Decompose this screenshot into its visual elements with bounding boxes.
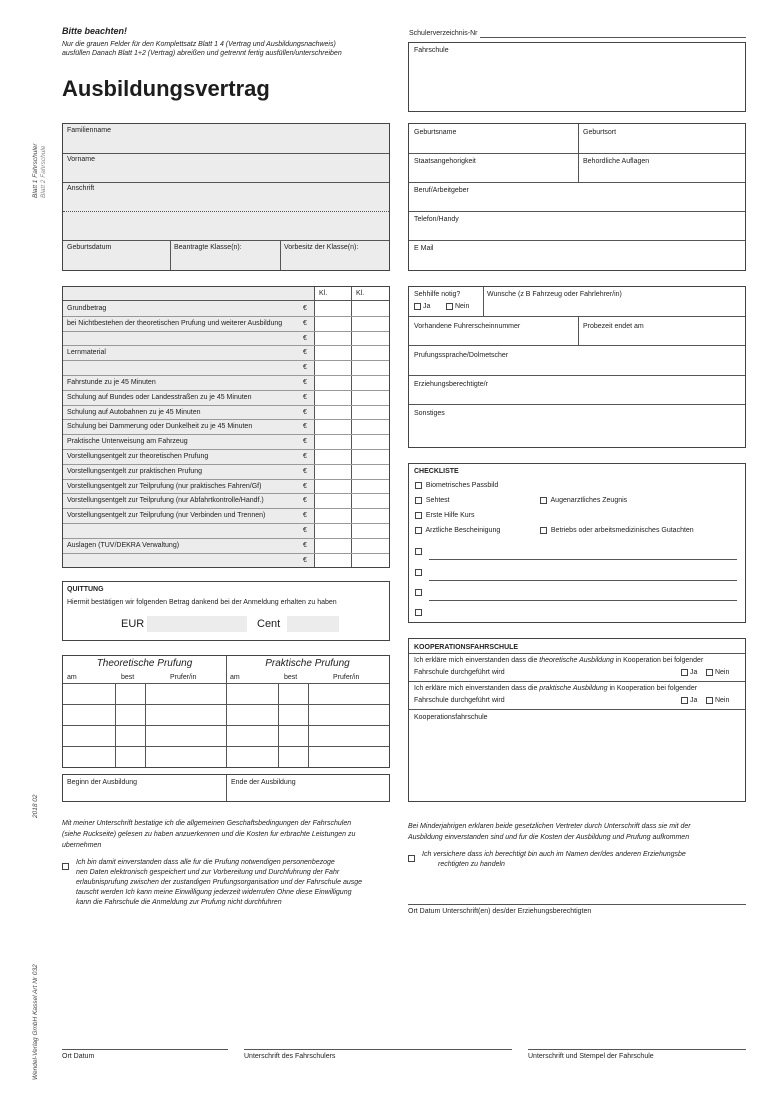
familienname-field[interactable] (63, 124, 389, 153)
fee-class2-cell[interactable] (351, 508, 389, 523)
fee-class2-cell[interactable] (351, 405, 389, 420)
fee-row (63, 419, 389, 434)
staatsangehoerigkeit-label: Staatsangehorigkeit (414, 158, 476, 165)
checklist-title: CHECKLISTE (414, 468, 459, 475)
fee-class1-cell[interactable] (314, 479, 351, 494)
euro-sign: € (303, 305, 307, 312)
checkbox-arzt[interactable] (415, 527, 422, 534)
koop-theo-nein-checkbox[interactable] (706, 669, 713, 676)
euro-sign: € (303, 438, 307, 446)
sonstiges-label: Sonstiges (414, 410, 445, 417)
school-signature-line[interactable] (528, 1049, 746, 1050)
fee-row (63, 375, 389, 390)
authority-text-1: Ich versichere dass ich berechtigt bin auch im Namen der/des anderen Erziehungsbe (422, 851, 686, 858)
fee-row (63, 508, 389, 523)
consent-line-1: Mit meiner Unterschrift bestatige ich die allgemeinen Geschaftsbedingungen der Fahrschulen (62, 820, 352, 827)
euro-sign: € (303, 467, 307, 475)
fee-row-label: Vorstellungsentgelt zur Teilprufung (nur praktisches Fahren/Gf) (67, 482, 262, 490)
fee-class2-cell[interactable] (351, 538, 389, 553)
fee-row (63, 316, 389, 331)
side-blatt1: Blatt 1 Fahrschuler (32, 143, 39, 198)
data-consent-5: kann die Fahrschule die Anmeldung zur Prufung nicht durchfuhren (76, 899, 282, 906)
fee-class1-cell[interactable] (314, 390, 351, 405)
fee-row-label: Vorstellungsentgelt zur Teilprufung (nur Verbinden und Trennen) (67, 512, 266, 520)
fee-class2-cell[interactable] (351, 464, 389, 479)
koop-prakt-ja[interactable]: Ja (681, 696, 697, 705)
fee-row (63, 464, 389, 479)
fee-row (63, 405, 389, 420)
personal-extra-box (408, 123, 746, 271)
kooperationsfahrschule-label: Kooperationsfahrschule (414, 714, 488, 721)
fee-class1-cell[interactable] (314, 375, 351, 390)
euro-sign: € (303, 379, 307, 386)
checklist-item-arzt[interactable]: Arztliche Bescheinigung (415, 526, 500, 535)
euro-sign: € (303, 556, 307, 564)
ausbildung-dates (62, 774, 390, 802)
data-consent-2: nen Daten elektronisch gespeichert und zur Vorbereitung und Durchfuhrung der Fahr (76, 869, 340, 876)
fee-class2-cell[interactable] (351, 375, 389, 390)
fee-class1-cell[interactable] (314, 538, 351, 553)
fee-row-label: Schulung auf Bundes oder Landesstraßen zu je 45 Minuten (67, 393, 252, 401)
theo-best: best (121, 674, 135, 681)
checklist-blank-1[interactable] (415, 547, 422, 556)
fee-row-label: Lernmaterial (67, 349, 106, 357)
notice-line-2: ausfüllen Danach Blatt 1+2 (Vertrag) abreißen und getrennt fertig ausfüllen/unterschreiben (62, 50, 342, 57)
checklist-item-erste-hilfe[interactable]: Erste Hilfe Kurs (415, 511, 475, 520)
fees-col1-header: Kl. (319, 290, 328, 297)
fee-class2-cell[interactable] (351, 331, 389, 346)
koop-prakt-nein-checkbox[interactable] (706, 697, 713, 704)
fee-row-label: Schulung bei Dammerung oder Dunkelheit zu je 45 Minuten (67, 423, 253, 431)
checkbox-blank-1[interactable] (415, 548, 422, 555)
beginn-label: Beginn der Ausbildung (67, 779, 138, 786)
fee-class1-cell[interactable] (314, 301, 351, 316)
sehhilfe-ja[interactable]: Ja (414, 302, 430, 311)
sehhilfe-label: Sehhilfe notig? (414, 291, 461, 298)
fee-row (63, 538, 389, 553)
checklist-item-gutachten[interactable]: Betriebs oder arbeitsmedizinisches Gutachten (540, 526, 694, 535)
euro-sign: € (303, 541, 307, 549)
fee-class2-cell[interactable] (351, 316, 389, 331)
data-consent-3: erlaubnisprufung zwischen der zustandigen Prufungsorganisation und der Fahrschule ausge (76, 879, 363, 886)
fee-class1-cell[interactable] (314, 345, 351, 360)
school-field[interactable] (408, 42, 746, 112)
theo-pruefer: Prufer/in (170, 674, 197, 681)
fee-class1-cell[interactable] (314, 434, 351, 449)
anschrift-field[interactable] (63, 182, 389, 240)
checklist-item-sehtest[interactable]: Sehtest (415, 496, 450, 505)
koop-theo-text: Ich erkläre mich einverstanden dass die theoretische Ausbildung in Kooperation bei folgender (414, 657, 704, 664)
fee-row-label: Schulung auf Autobahnen zu je 45 Minuten (67, 408, 201, 416)
checklist-blank-3[interactable] (415, 588, 422, 597)
fee-row (63, 390, 389, 405)
email-label: E Mail (414, 245, 434, 252)
sehhilfe-nein-checkbox[interactable] (446, 303, 453, 310)
fees-table (62, 286, 390, 568)
beginn-field[interactable] (63, 775, 226, 801)
familienname-label: Familienname (67, 127, 111, 134)
consent-line-3: ubernehmen (62, 842, 102, 849)
data-consent-checkbox[interactable] (62, 858, 69, 876)
fee-class1-cell[interactable] (314, 449, 351, 464)
geburtsname-label: Geburtsname (414, 129, 457, 136)
quittung-box (62, 581, 390, 641)
geburtsort-label: Geburtsort (583, 129, 617, 136)
ort-datum-label: Ort Datum (62, 1053, 95, 1060)
vorname-label: Vorname (67, 156, 96, 163)
fee-class1-cell[interactable] (314, 331, 351, 346)
consent-line-2: (siehe Ruckseite) gelesen zu haben anzuerkennen und die Kosten fur erbrachte Leistungen zu (62, 831, 356, 838)
checkbox-erste-hilfe[interactable] (415, 512, 422, 519)
fee-row-label: Praktische Unterweisung am Fahrzeug (67, 438, 188, 446)
euro-sign: € (303, 527, 307, 534)
fee-class1-cell[interactable] (314, 405, 351, 420)
school-label: Fahrschule (414, 47, 449, 54)
checkbox-augenarzt[interactable] (540, 497, 547, 504)
fee-class1-cell[interactable] (314, 553, 351, 568)
fuehrerschein-label: Vorhandene Fuhrerscheinnummer (414, 323, 521, 330)
cent-label: Cent (257, 618, 281, 630)
fee-class1-cell[interactable] (314, 508, 351, 523)
fee-row (63, 301, 389, 316)
fee-class2-cell[interactable] (351, 523, 389, 538)
quittung-title: QUITTUNG (67, 586, 104, 593)
fee-class2-cell[interactable] (351, 345, 389, 360)
euro-sign: € (303, 364, 307, 372)
school-signature-label: Unterschrift und Stempel der Fahrschule (528, 1053, 654, 1060)
prakt-am: am (230, 674, 240, 681)
fee-class1-cell[interactable] (314, 419, 351, 434)
fees-col2-header: Kl. (356, 290, 365, 297)
koop-theo-text-2: Fahrschule durchgeführt wird (414, 669, 505, 676)
eur-label: EUR (121, 618, 145, 630)
anschrift-label: Anschrift (67, 185, 95, 192)
vorname-field[interactable] (63, 153, 389, 182)
fee-row-label: bei Nichtbestehen der theoretischen Prufung und weiterer Ausbildung (67, 319, 283, 327)
quittung-text: Hiermit bestätigen wir folgenden Betrag dankend bei der Anmeldung erhalten zu haben (67, 599, 337, 606)
sprache-label: Prufungssprache/Dolmetscher (414, 352, 509, 359)
fee-class1-cell[interactable] (314, 464, 351, 479)
koop-prakt-ja-checkbox[interactable] (681, 697, 688, 704)
koop-theo-nein[interactable]: Nein (706, 668, 729, 677)
side-blatt2: Blatt 2 Fahrschule (40, 145, 47, 198)
euro-sign: € (303, 393, 307, 401)
fee-class2-cell[interactable] (351, 419, 389, 434)
erziehung-label: Erziehungsberechtigte/r (414, 381, 488, 388)
sehhilfe-ja-checkbox[interactable] (414, 303, 421, 310)
koop-prakt-nein[interactable]: Nein (706, 696, 729, 705)
fee-row-label: Auslagen (TUV/DEKRA Verwaltung) (67, 541, 180, 549)
student-signature-label: Unterschrift des Fahrschulers (244, 1053, 336, 1060)
checklist-blank-4[interactable] (415, 608, 422, 617)
prakt-best: best (284, 674, 298, 681)
checklist-box (408, 463, 746, 623)
beruf-label: Beruf/Arbeitgeber (414, 187, 469, 194)
euro-sign: € (303, 349, 307, 357)
fee-row-label: Vorstellungsentgelt zur Teilprufung (nur Abfahrtkontrolle/Handf.) (67, 497, 264, 505)
kooperation-title: KOOPERATIONSFAHRSCHULE (414, 644, 519, 651)
fee-class2-cell[interactable] (351, 553, 389, 568)
minor-consent-1: Bei Minderjahrigen erklaren beide gesetzlichen Vertreter durch Unterschrift dass sie mit der (408, 823, 691, 830)
fee-class1-cell[interactable] (314, 316, 351, 331)
ende-label: Ende der Ausbildung (231, 779, 296, 786)
notice-title: Bitte beachten! (62, 26, 128, 36)
parent-signature-line[interactable] (408, 904, 746, 905)
koop-prakt-text-2: Fahrschule durchgeführt wird (414, 697, 505, 704)
fee-row-label: Fahrstunde zu je 45 Minuten (67, 379, 156, 386)
data-consent-4: tauscht werden Ich kann meine Einwilligung jederzeit widerrufen Ohne diese Einwilligung (76, 889, 352, 896)
euro-sign: € (303, 453, 307, 460)
ort-datum-line[interactable] (62, 1049, 228, 1050)
fee-class2-cell[interactable] (351, 493, 389, 508)
side-date-code: 2018 02 (32, 794, 39, 818)
register-label: Schulerverzeichnis-Nr (409, 30, 478, 37)
fee-row (63, 553, 389, 568)
cent-field[interactable] (287, 616, 339, 632)
data-consent-1: Ich bin damit einverstanden dass alle fur die Prufung notwendigen personenbezoge (76, 859, 335, 866)
authority-checkbox[interactable] (408, 850, 415, 868)
fee-class1-cell[interactable] (314, 360, 351, 375)
checkbox-blank-2[interactable] (415, 569, 422, 576)
ende-field[interactable] (226, 775, 389, 801)
fee-row (63, 479, 389, 494)
pruefung-table (62, 655, 390, 768)
kooperationsfahrschule-field[interactable] (409, 710, 745, 801)
euro-sign: € (303, 319, 307, 327)
euro-sign: € (303, 423, 307, 431)
euro-sign: € (303, 497, 307, 505)
fee-class1-cell[interactable] (314, 493, 351, 508)
checkbox-sehtest[interactable] (415, 497, 422, 504)
probezeit-label: Probezeit endet am (583, 323, 644, 330)
prakt-pruefer: Prufer/in (333, 674, 360, 681)
geburtsdatum-label: Geburtsdatum (67, 244, 112, 251)
register-line[interactable] (480, 37, 746, 38)
notice-line-1: Nur die grauen Felder für den Komplettsatz Blatt 1 4 (Vertrag und Ausbildungsnachweis) (62, 41, 336, 48)
fee-row (63, 345, 389, 360)
checkbox-gutachten[interactable] (540, 527, 547, 534)
euro-sign: € (303, 482, 307, 490)
fee-class2-cell[interactable] (351, 390, 389, 405)
sehhilfe-nein[interactable]: Nein (446, 302, 469, 311)
koop-theo-ja-checkbox[interactable] (681, 669, 688, 676)
checklist-item-augenarzt[interactable]: Augenarztliches Zeugnis (540, 496, 627, 505)
student-signature-line[interactable] (244, 1049, 512, 1050)
fee-row (63, 360, 389, 375)
fee-class2-cell[interactable] (351, 434, 389, 449)
fee-row (63, 434, 389, 449)
fee-class2-cell[interactable] (351, 301, 389, 316)
parent-signature-label: Ort Datum Unterschrift(en) des/der Erziehungsberechtigten (408, 908, 592, 915)
checkbox-passbild[interactable] (415, 482, 422, 489)
fee-row (63, 493, 389, 508)
koop-theo-ja[interactable]: Ja (681, 668, 697, 677)
fee-row (63, 331, 389, 346)
vorbesitz-label: Vorbesitz der Klasse(n): (284, 244, 359, 251)
koop-prakt-text: Ich erkläre mich einverstanden dass die praktische Ausbildung in Kooperation bei folgender (414, 685, 698, 692)
checkbox-blank-4[interactable] (415, 609, 422, 616)
fee-row-label: Vorstellungsentgelt zur praktischen Prufung (67, 467, 203, 475)
fee-row (63, 449, 389, 464)
fee-class2-cell[interactable] (351, 449, 389, 464)
wunsch-label: Wunsche (z B Fahrzeug oder Fahrlehrer/in) (487, 291, 622, 298)
klassen-label: Beantragte Klasse(n): (174, 244, 242, 251)
auflagen-label: Behordliche Auflagen (583, 158, 650, 165)
checkbox-blank-3[interactable] (415, 589, 422, 596)
checklist-item-passbild[interactable]: Biometrisches Passbild (415, 481, 498, 490)
fee-row-label: Grundbetrag (67, 305, 107, 312)
fee-class2-cell[interactable] (351, 360, 389, 375)
side-publisher: Wendel-Verlag GmbH Kassel Art Nr 032 (32, 964, 39, 1080)
telefon-label: Telefon/Handy (414, 216, 459, 223)
personal-data-box (62, 123, 390, 271)
prakt-pruefung-title: Praktische Prufung (265, 658, 350, 669)
minor-consent-2: Ausbildung einverstanden sind und fur die Kosten der Ausbildung und Prufung aufkommen (408, 834, 690, 841)
kooperation-box (408, 638, 746, 802)
eur-field[interactable] (147, 616, 247, 632)
authority-text-2: rechtigten zu handeln (438, 861, 505, 868)
fee-row (63, 523, 389, 538)
euro-sign: € (303, 512, 307, 520)
sehhilfe-box (408, 286, 746, 448)
theo-pruefung-title: Theoretische Prufung (96, 658, 193, 669)
fee-class2-cell[interactable] (351, 479, 389, 494)
theo-am: am (67, 674, 77, 681)
page-title: Ausbildungsvertrag (62, 76, 270, 101)
euro-sign: € (303, 408, 307, 416)
fee-class1-cell[interactable] (314, 523, 351, 538)
checklist-blank-2[interactable] (415, 568, 422, 577)
fee-row-label: Vorstellungsentgelt zur theoretischen Prufung (67, 453, 209, 460)
euro-sign: € (303, 334, 307, 342)
